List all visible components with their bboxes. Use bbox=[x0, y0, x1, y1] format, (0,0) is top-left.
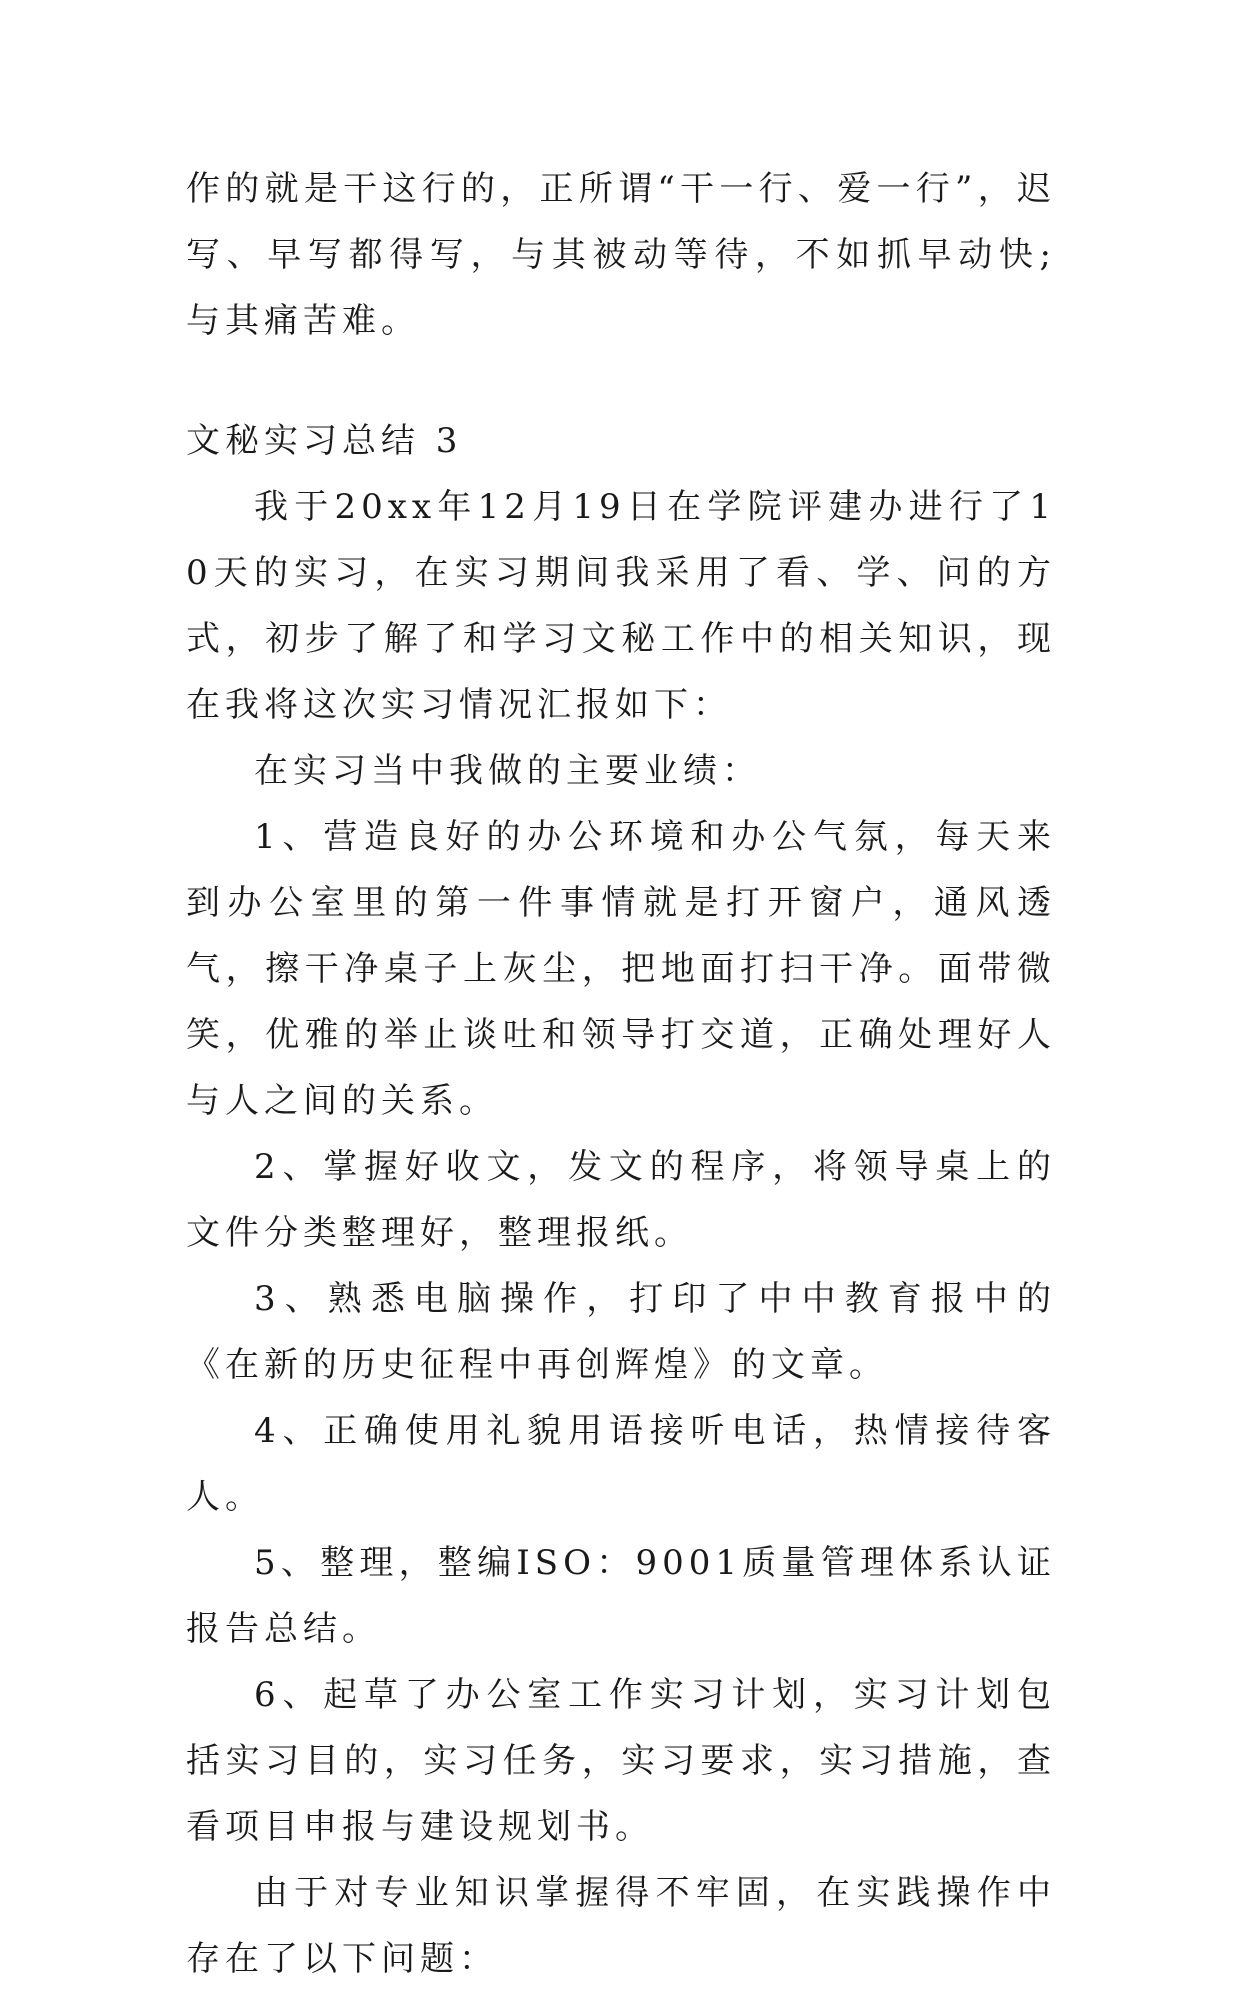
document-body bbox=[186, 156, 1056, 1992]
paragraph-problems-intro: 由于对专业知识掌握得不牢固，在实践操作中存在了以下问题： bbox=[186, 1873, 1056, 1979]
list-item-5: 5、整理，整编ISO：9001质量管理体系认证报告总结。 bbox=[186, 1543, 1056, 1649]
section-title: 文秘实习总结 3 bbox=[186, 421, 463, 461]
list-item-1: 1、营造良好的办公环境和办公气氛，每天来到办公室里的第一件事情就是打开窗户，通风透气，擦干净桌子上灰尘，把地面打扫干净。面带微笑，优雅的举止谈吐和领导打交道，正确处理好人与人之间的关系。 bbox=[186, 817, 1056, 1121]
list-item-3: 3、熟悉电脑操作，打印了中中教育报中的《在新的历史征程中再创辉煌》的文章。 bbox=[186, 1279, 1056, 1385]
list-item-6: 6、起草了办公室工作实习计划，实习计划包括实习目的，实习任务，实习要求，实习措施，查看项目申报与建设规划书。 bbox=[186, 1675, 1056, 1847]
paragraph-intro: 我于20xx年12月19日在学院评建办进行了10天的实习，在实习期间我采用了看、学、问的方式，初步了解了和学习文秘工作中的相关知识，现在我将这次实习情况汇报如下： bbox=[186, 487, 1056, 725]
continuation-paragraph: 作的就是干这行的，正所谓“干一行、爱一行”，迟写、早写都得写，与其被动等待，不如抓早动快;与其痛苦难。 bbox=[186, 169, 1056, 341]
list-item-2: 2、掌握好收文，发文的程序，将领导桌上的文件分类整理好，整理报纸。 bbox=[186, 1147, 1056, 1253]
paragraph-achievements-intro: 在实习当中我做的主要业绩： bbox=[254, 751, 761, 791]
list-item-4: 4、正确使用礼貌用语接听电话，热情接待客人。 bbox=[186, 1411, 1056, 1517]
